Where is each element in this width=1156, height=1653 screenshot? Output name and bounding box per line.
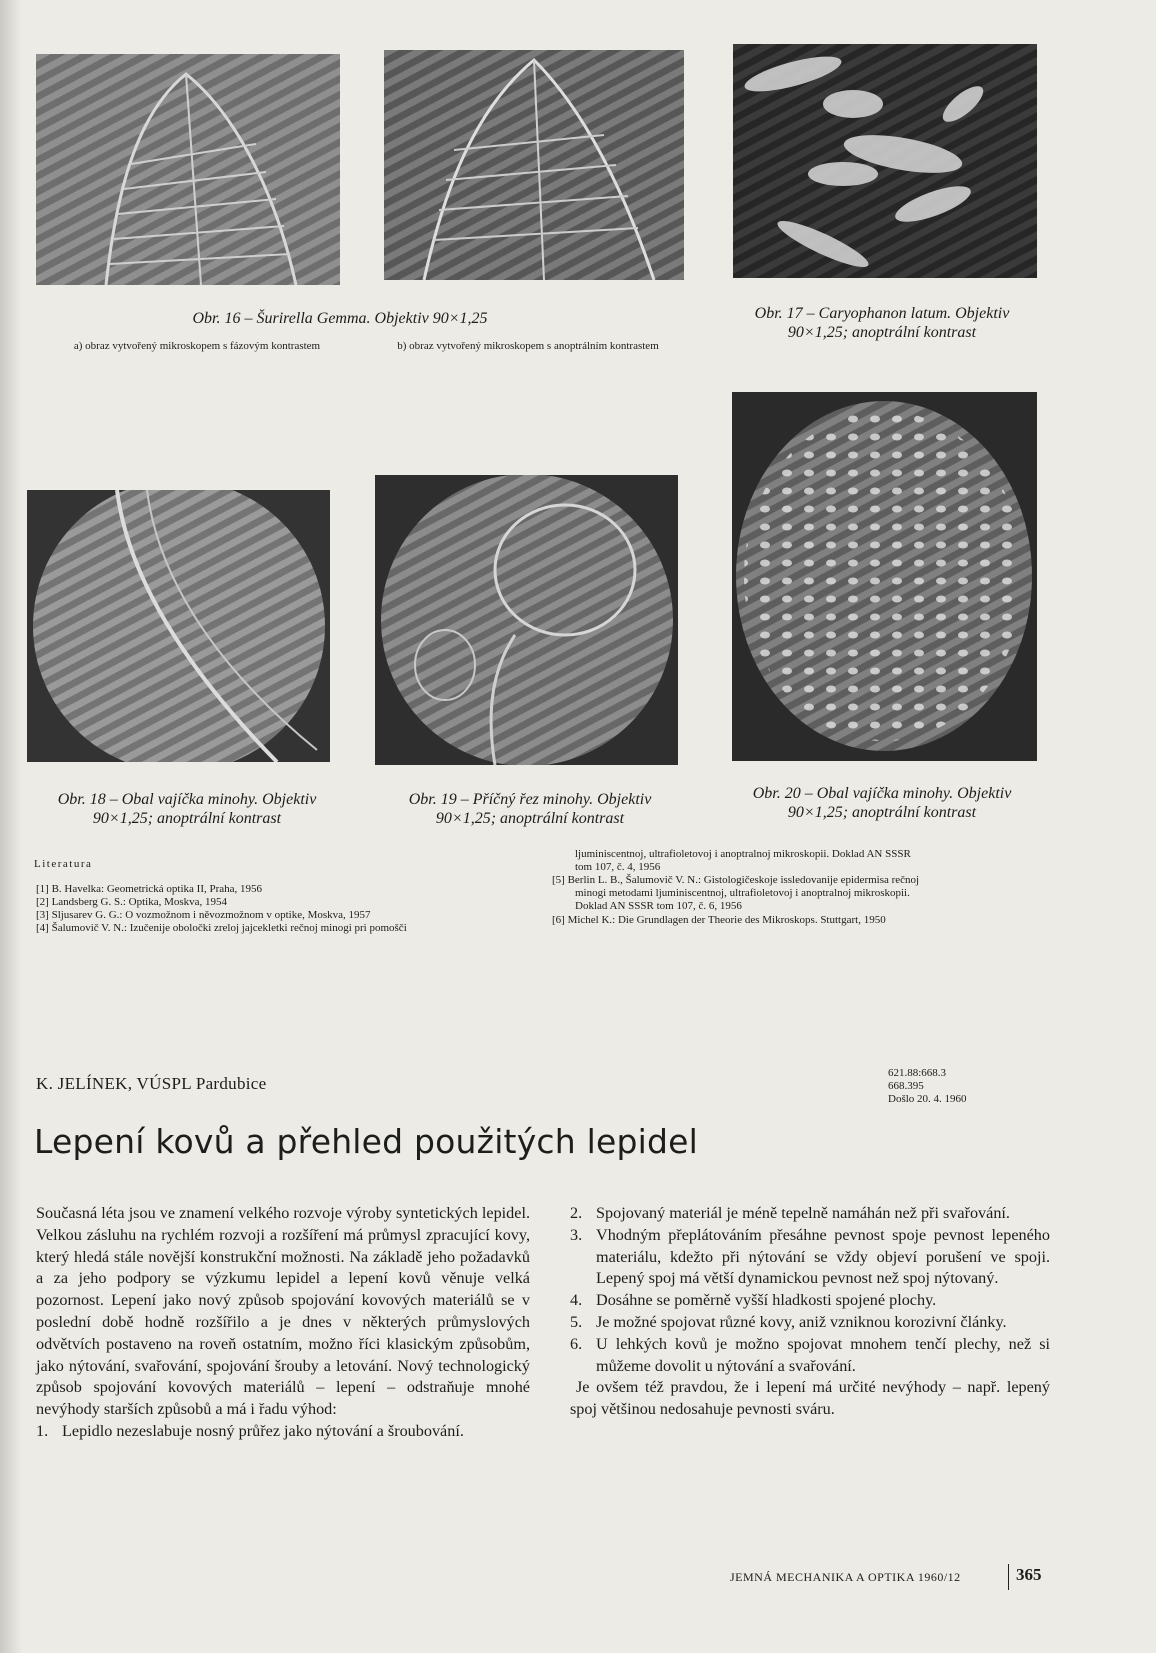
- journal-footer: JEMNÁ MECHANIKA A OPTIKA 1960/12: [730, 1570, 961, 1584]
- advantages-list-part1: [36, 1421, 530, 1443]
- figure-20-photo: [732, 392, 1037, 761]
- advantage-text: Vhodným přeplátováním přesáhne pevnost spoje pevnost lepeného materiálu, kdežto při nýtování se vždy objeví porušení ve spoji. Lepený spoj má větší dynamickou pevnost než spoj nýtovaný.: [596, 1225, 1050, 1288]
- advantages-list-part2: [570, 1203, 1050, 1377]
- figure-16a-photo: [36, 54, 340, 285]
- advantage-number: 1.: [36, 1421, 49, 1440]
- reference-6: [6] Michel K.: Die Grundlagen der Theorie des Mikroskops. Stuttgart, 1950: [552, 914, 886, 926]
- figure-16a-subcaption: a) obraz vytvořený mikroskopem s fázovým kontrastem: [73, 340, 321, 352]
- page-number: 365: [1016, 1565, 1042, 1584]
- advantage-text: Dosáhne se poměrně vyšší hladkosti spojené plochy.: [596, 1291, 937, 1310]
- reference-4: [4] Šalumovič V. N.: Izučenije oboločki zreloj jajcekletki rečnoj minogi pri pomošči: [36, 922, 407, 934]
- advantage-item-2: [570, 1203, 1050, 1225]
- figure-20-caption-line2: 90×1,25; anoptrální kontrast: [787, 804, 977, 821]
- figure-16-caption: Obr. 16 – Šurirella Gemma. Objektiv 90×1,25: [192, 310, 488, 327]
- figure-17-caption-line2: 90×1,25; anoptrální kontrast: [787, 324, 977, 341]
- advantage-item-3: [570, 1225, 1050, 1290]
- reference-1: [1] B. Havelka: Geometrická optika II, Praha, 1956: [36, 883, 263, 895]
- figure-18-photo: [27, 490, 330, 762]
- figure-19-caption-line2: 90×1,25; anoptrální kontrast: [435, 810, 625, 827]
- figure-17-caption-line1: Obr. 17 – Caryophanon latum. Objektiv: [754, 305, 1010, 322]
- article-title: Lepení kovů a přehled použitých lepidel: [34, 1122, 698, 1161]
- received-date: Došlo 20. 4. 1960: [888, 1093, 967, 1105]
- page-edge: [0, 0, 22, 1653]
- advantage-item-4: [570, 1290, 1050, 1312]
- article-classification: [888, 1067, 967, 1106]
- advantage-item-5: [570, 1312, 1050, 1334]
- reference-4-continued-line1: ljuminiscentnoj, ultrafioletovoj i anoptralnoj mikroskopii. Doklad AN SSSR: [575, 848, 911, 860]
- figure-19-photo: [375, 475, 678, 765]
- figure-16b-photo: [384, 50, 684, 280]
- advantage-number: 5.: [570, 1312, 583, 1331]
- figure-18-caption-line2: 90×1,25; anoptrální kontrast: [92, 810, 282, 827]
- article-author: K. JELÍNEK, VÚSPL Pardubice: [36, 1074, 267, 1093]
- advantage-item-1: [36, 1421, 530, 1443]
- figure-19-caption-line1: Obr. 19 – Příčný řez minohy. Objektiv: [408, 791, 652, 808]
- reference-3: [3] Sljusarev G. G.: O vozmožnom i něvozmožnom v optike, Moskva, 1957: [36, 909, 371, 921]
- udc-line-2: 668.395: [888, 1080, 924, 1092]
- advantage-text: U lehkých kovů je možno spojovat mnohem tenčí plechy, než si můžeme dovolit u nýtování a svařování.: [596, 1334, 1050, 1375]
- figure-16b-subcaption: b) obraz vytvořený mikroskopem s anoptrálním kontrastem: [397, 340, 659, 352]
- figure-17-photo: [733, 44, 1037, 278]
- article-closing-paragraph: Je ovšem též pravdou, že i lepení má určité nevýhody – např. lepený spoj většinou nedosahuje pevnosti sváru.: [570, 1378, 1050, 1419]
- reference-5-line2: minogi metodami ljuminiscentnoj, ultrafioletovoj i anoptralnoj mikroskopii.: [575, 887, 910, 899]
- advantage-number: 6.: [570, 1334, 583, 1353]
- advantage-text: Je možné spojovat různé kovy, aniž vzniknou korozivní články.: [596, 1312, 1007, 1331]
- footer-divider: [1008, 1564, 1009, 1590]
- reference-4-continued-line2: tom 107, č. 4, 1956: [575, 861, 661, 873]
- advantage-number: 2.: [570, 1204, 583, 1222]
- figure-20-caption-line1: Obr. 20 – Obal vajíčka minohy. Objektiv: [752, 785, 1012, 802]
- advantage-number: 3.: [570, 1225, 583, 1244]
- reference-5-line3: Doklad AN SSSR tom 107, č. 6, 1956: [575, 900, 742, 912]
- article-right-column: [570, 1203, 1050, 1421]
- reference-2: [2] Landsberg G. S.: Optika, Moskva, 1954: [36, 896, 228, 908]
- advantage-text: Spojovaný materiál je méně tepelně namáhán než při svařování.: [596, 1204, 1010, 1222]
- literature-heading: Literatura: [34, 858, 93, 870]
- udc-line-1: 621.88:668.3: [888, 1067, 947, 1079]
- article-left-column: [36, 1203, 530, 1443]
- advantage-number: 4.: [570, 1291, 583, 1310]
- figure-18-caption-line1: Obr. 18 – Obal vajíčka minohy. Objektiv: [57, 791, 317, 808]
- article-intro-paragraph: Současná léta jsou ve znamení velkého rozvoje výroby syntetických lepidel. Velkou zásluhu na rychlém rozvoji a rozšíření má průmysl zpracující kovy, který hledá stále novější konstrukční možnosti. Na základě jeho požadavků a za jeho podpory se výzkumu lepidel a lepení kovů věnuje velká pozornost. Lepení jako nový způsob spojování kovových materiálů se v poslední době hodně rozšířilo a je dnes v některých průmyslových odvětvích postaveno na roveň ostatním, možno říci klasickým způsobům, jako nýtování, svařování, spojování šrouby a letování. Nový technologický způsob spojování kovových materiálů – lepení – odstraňuje mnohé nevýhody starších způsobů a má i řadu výhod:: [36, 1204, 530, 1419]
- advantage-item-6: [570, 1334, 1050, 1378]
- advantage-text: Lepidlo nezeslabuje nosný průřez jako nýtování a šroubování.: [62, 1421, 464, 1440]
- reference-5-line1: [5] Berlin L. B., Šalumovič V. N.: Gistologičeskoje issledovanije epidermisa rečnoj: [552, 874, 920, 886]
